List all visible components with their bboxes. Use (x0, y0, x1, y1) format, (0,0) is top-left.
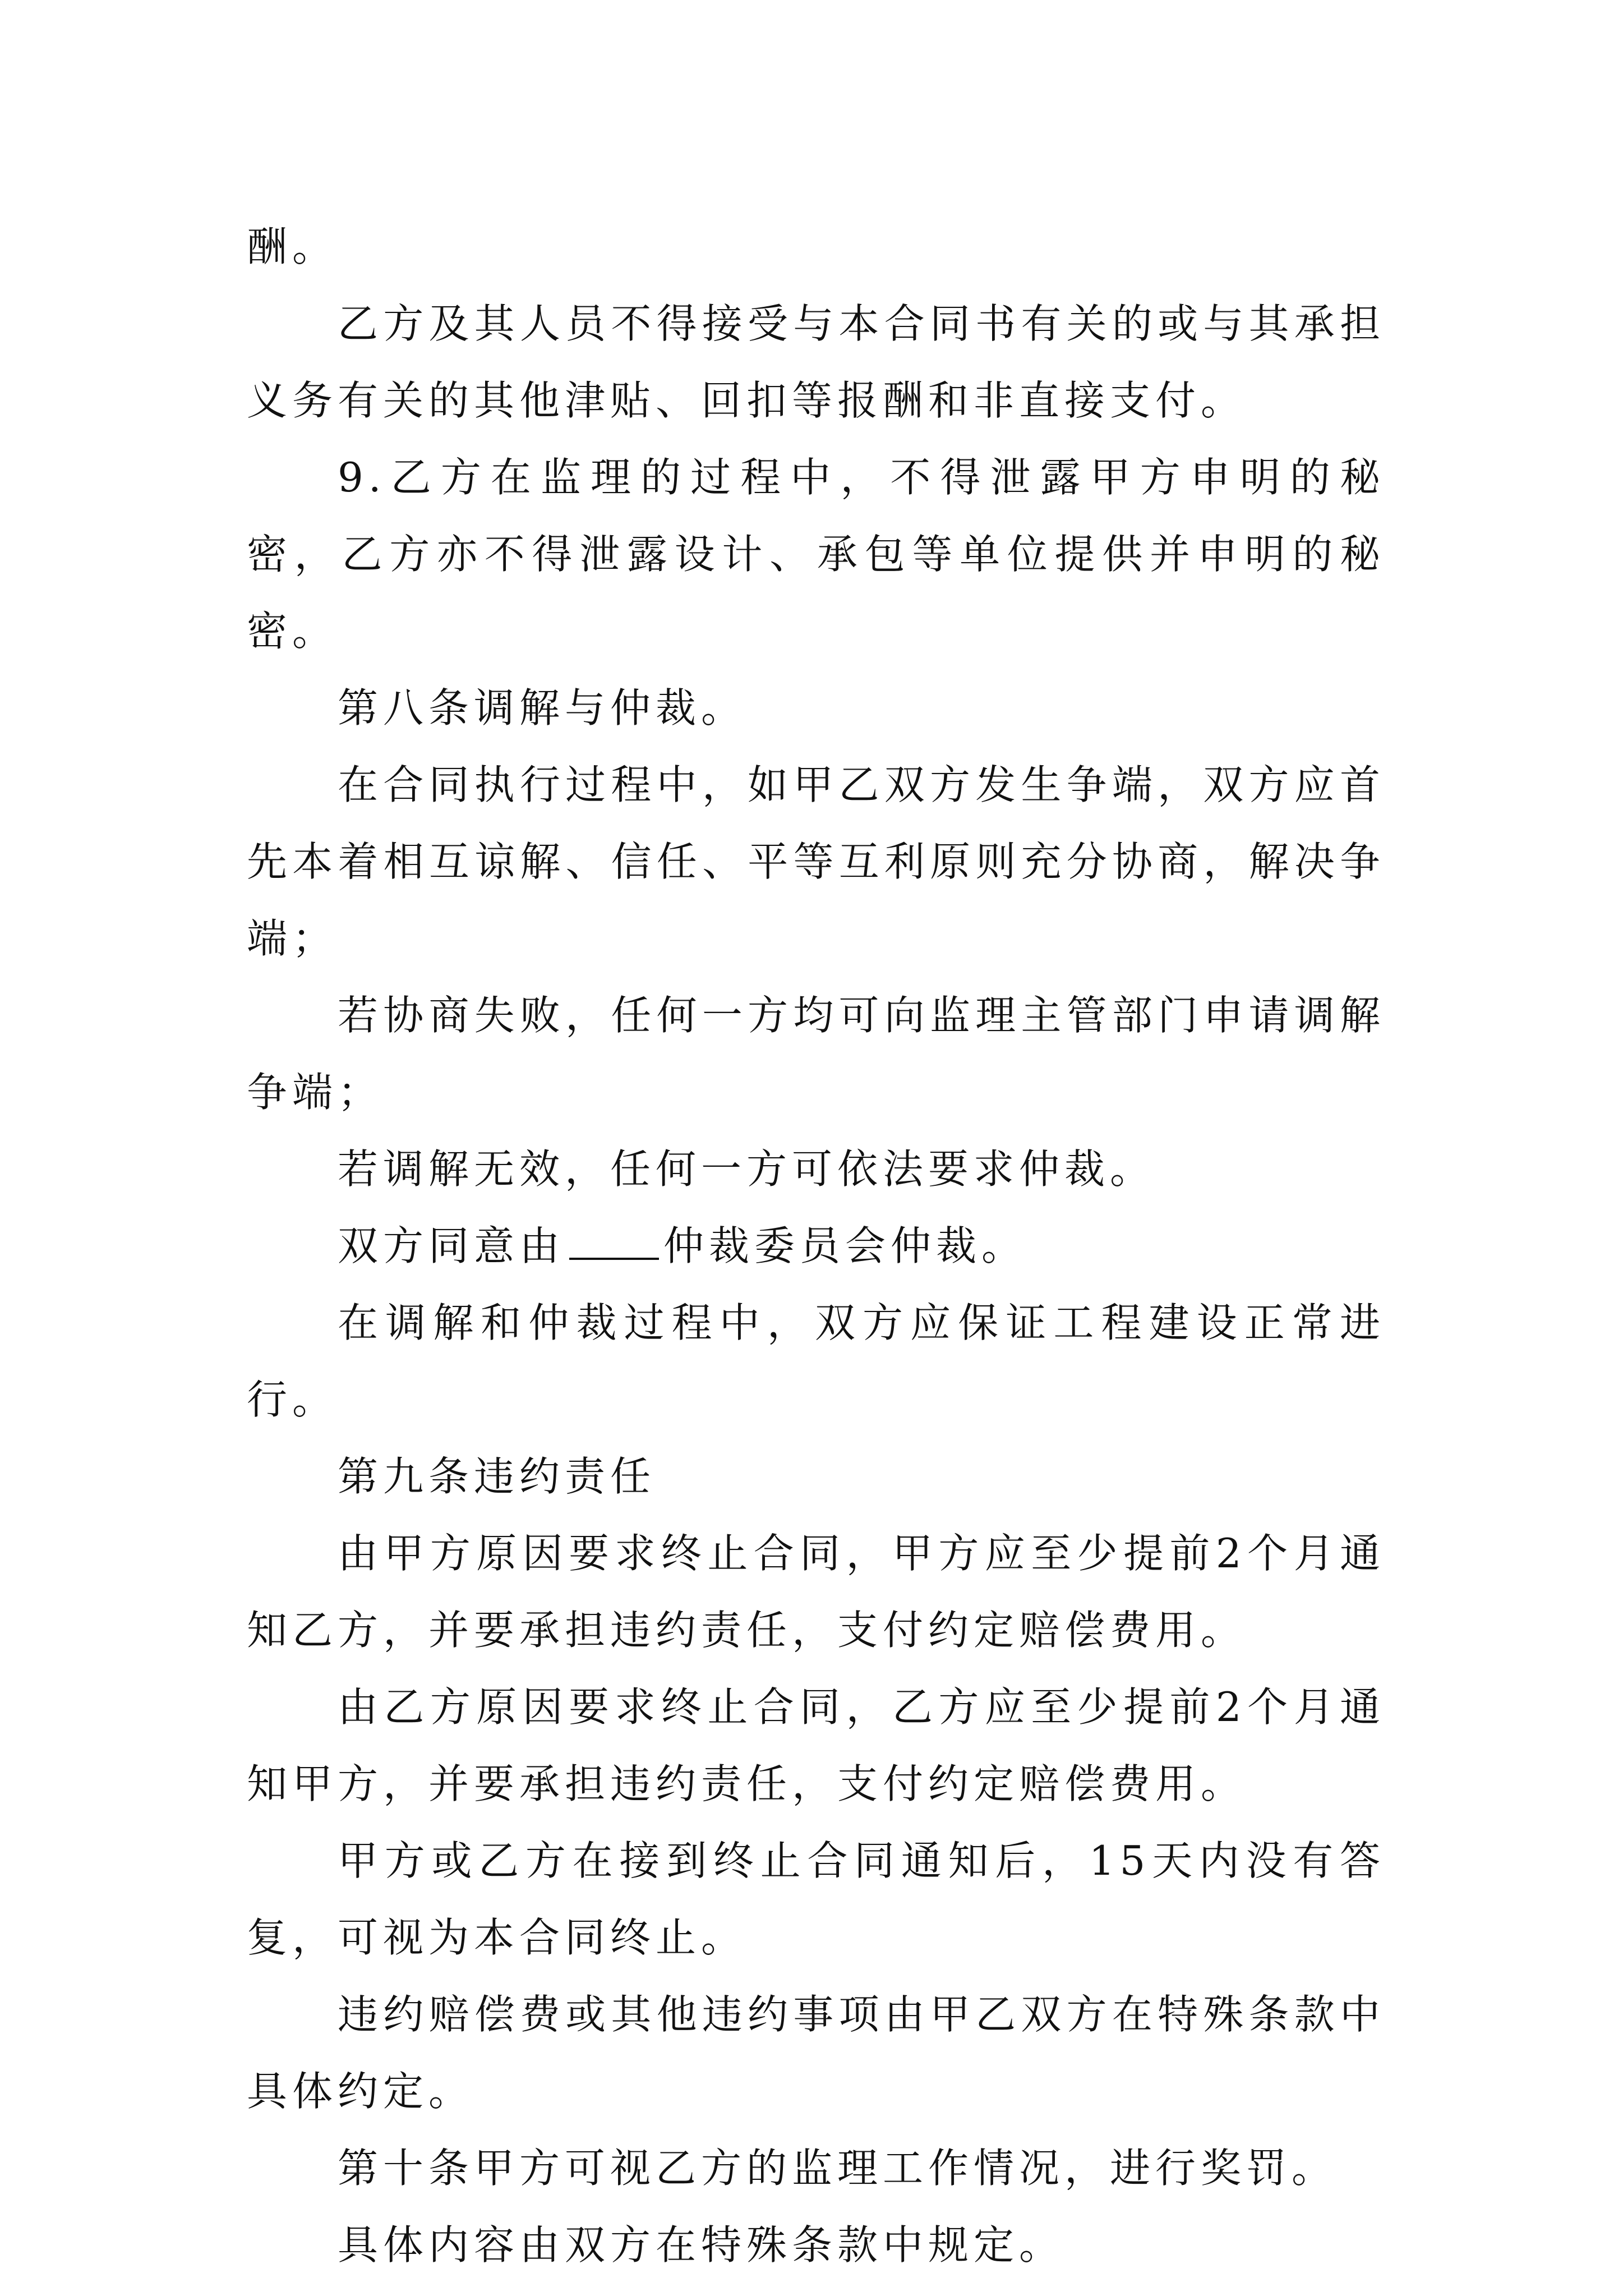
paragraph-termination-response: 甲方或乙方在接到终止合同通知后，15天内没有答复，可视为本合同终止。 (247, 1837, 1385, 1961)
paragraph-no-extra-payment: 乙方及其人员不得接受与本合同书有关的或与其承担义务有关的其他津贴、回扣等报酬和非直接支付。 (247, 300, 1385, 424)
arbitration-text-before-blank: 双方同意由 (338, 1222, 565, 1269)
paragraph-arbitration-request: 若调解无效，任何一方可依法要求仲裁。 (338, 1145, 1156, 1193)
article-8-heading: 第八条调解与仲裁。 (338, 684, 747, 731)
paragraph-arbitration-committee (247, 1208, 1385, 1285)
paragraph-dispute-mediation: 若协商失败，任何一方均可向监理主管部门申请调解争端； (247, 992, 1385, 1116)
paragraph-dispute-negotiation: 在合同执行过程中，如甲乙双方发生争端，双方应首先本着相互谅解、信任、平等互利原则充分协商，解决争端； (247, 761, 1385, 962)
arbitration-committee-blank (569, 1225, 659, 1260)
arbitration-text-after-blank: 仲裁委员会仲裁。 (663, 1222, 1027, 1269)
paragraph-special-terms: 违约赔偿费或其他违约事项由甲乙双方在特殊条款中具体约定。 (247, 1991, 1385, 2115)
article-10-heading: 第十条甲方可视乙方的监理工作情况，进行奖罚。 (338, 2145, 1338, 2192)
paragraph-construction-continues: 在调解和仲裁过程中，双方应保证工程建设正常进行。 (247, 1299, 1385, 1423)
document-body (247, 209, 1385, 2284)
paragraph-continuation: 酬。 (247, 223, 338, 270)
article-9-heading: 第九条违约责任 (338, 1453, 656, 1500)
paragraph-party-a-termination: 由甲方原因要求终止合同，甲方应至少提前2个月通知乙方，并要承担违约责任，支付约定赔偿费用。 (247, 1530, 1385, 1654)
paragraph-confidentiality: 9.乙方在监理的过程中，不得泄露甲方申明的秘密，乙方亦不得泄露设计、承包等单位提供并申明的秘密。 (247, 454, 1385, 655)
paragraph-party-b-termination: 由乙方原因要求终止合同，乙方应至少提前2个月通知甲方，并要承担违约责任，支付约定赔偿费用。 (247, 1683, 1385, 1807)
paragraph-reward-details: 具体内容由双方在特殊条款中规定。 (338, 2221, 1065, 2269)
